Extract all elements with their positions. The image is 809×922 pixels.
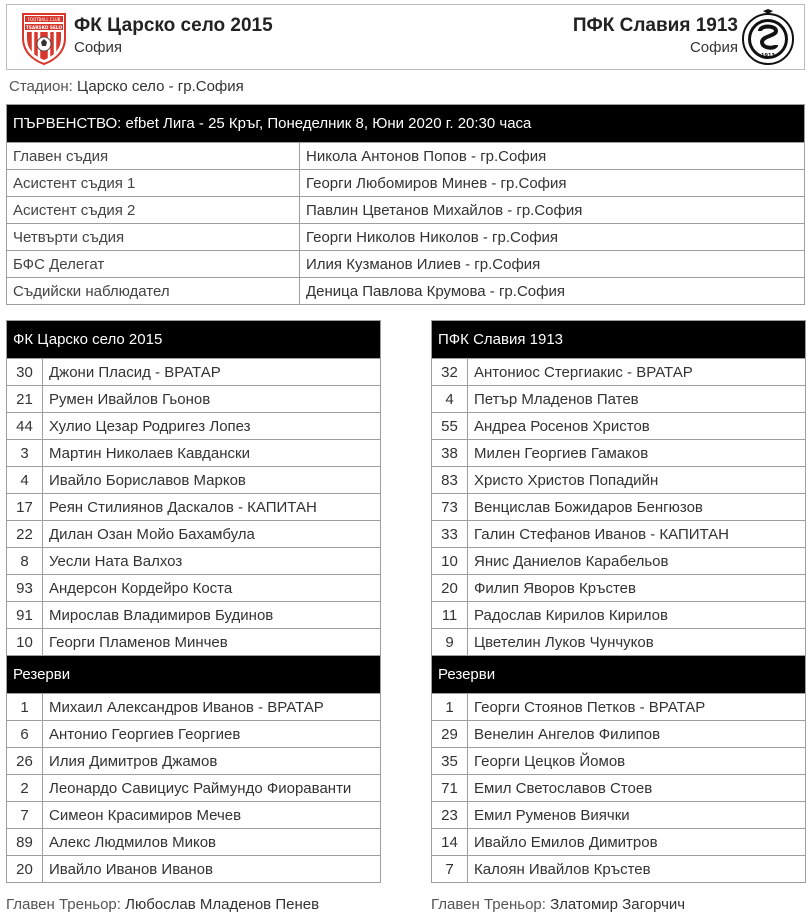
player-name: Антониос Стергиакис - ВРАТАР	[468, 359, 806, 386]
player-row	[432, 386, 806, 413]
home-lineup-header	[7, 321, 381, 359]
player-name: Георги Стоянов Петков - ВРАТАР	[468, 694, 806, 721]
official-name: Деница Павлова Крумова - гр.София	[300, 278, 805, 305]
player-number: 1	[432, 694, 468, 721]
player-row	[432, 440, 806, 467]
home-coach-name: Любослав Младенов Пенев	[125, 896, 320, 913]
svg-text:FOOTBALL CLUB: FOOTBALL CLUB	[27, 17, 61, 22]
away-coach-name: Златомир Загорчич	[550, 896, 686, 913]
competition-info: ПЪРВЕНСТВО: efbet Лига - 25 Кръг, Понеделник 8, Юни 2020 г. 20:30 часа	[7, 105, 805, 143]
home-starters	[7, 359, 381, 656]
player-row	[7, 386, 381, 413]
svg-text:TSARSKO SELO: TSARSKO SELO	[25, 26, 63, 31]
away-lineup-table	[431, 320, 806, 883]
player-row	[7, 694, 381, 721]
player-name: Ивайло Бориславов Марков	[43, 467, 381, 494]
player-number: 21	[7, 386, 43, 413]
player-number: 7	[7, 802, 43, 829]
player-row	[7, 440, 381, 467]
player-row	[432, 359, 806, 386]
home-team-city: София	[74, 39, 123, 56]
player-name: Ивайло Иванов Иванов	[43, 856, 381, 883]
player-row	[7, 575, 381, 602]
player-name: Георги Цецков Йомов	[468, 748, 806, 775]
player-row	[432, 521, 806, 548]
player-row	[432, 721, 806, 748]
official-name: Павлин Цветанов Михайлов - гр.София	[300, 197, 805, 224]
away-lineup-header	[432, 321, 806, 359]
player-name: Симеон Красимиров Мечев	[43, 802, 381, 829]
player-name: Джони Пласид - ВРАТАР	[43, 359, 381, 386]
player-number: 26	[7, 748, 43, 775]
player-row	[432, 575, 806, 602]
home-reserves-header	[7, 656, 381, 694]
player-name: Михаил Александров Иванов - ВРАТАР	[43, 694, 381, 721]
player-row	[7, 494, 381, 521]
player-number: 32	[432, 359, 468, 386]
home-reserves	[7, 694, 381, 883]
official-role: Асистент съдия 1	[7, 170, 300, 197]
player-name: Емил Руменов Виячки	[468, 802, 806, 829]
player-row	[7, 521, 381, 548]
player-name: Антонио Георгиев Георгиев	[43, 721, 381, 748]
official-name: Никола Антонов Попов - гр.София	[300, 143, 805, 170]
player-row	[432, 548, 806, 575]
away-reserves	[432, 694, 806, 883]
official-row	[7, 197, 805, 224]
player-row	[7, 748, 381, 775]
away-reserves-title: Резерви	[432, 656, 806, 694]
player-name: Венцислав Божидаров Бенгюзов	[468, 494, 806, 521]
player-number: 3	[7, 440, 43, 467]
official-role: Съдийски наблюдател	[7, 278, 300, 305]
match-header	[6, 4, 805, 70]
player-name: Андреа Росенов Христов	[468, 413, 806, 440]
player-number: 8	[7, 548, 43, 575]
player-name: Калоян Ивайлов Кръстев	[468, 856, 806, 883]
home-team-logo	[19, 10, 69, 66]
player-number: 10	[432, 548, 468, 575]
player-name: Милен Георгиев Гамаков	[468, 440, 806, 467]
player-row	[7, 829, 381, 856]
home-lineup-title: ФК Царско село 2015	[7, 321, 381, 359]
player-row	[432, 856, 806, 883]
player-name: Дилан Озан Мойо Бахамбула	[43, 521, 381, 548]
player-number: 4	[7, 467, 43, 494]
player-name: Хулио Цезар Родригез Лопез	[43, 413, 381, 440]
player-number: 91	[7, 602, 43, 629]
player-number: 93	[7, 575, 43, 602]
player-number: 29	[432, 721, 468, 748]
player-name: Христо Христов Попадийн	[468, 467, 806, 494]
player-row	[7, 721, 381, 748]
player-name: Радослав Кирилов Кирилов	[468, 602, 806, 629]
player-name: Уесли Ната Валхоз	[43, 548, 381, 575]
official-role: Асистент съдия 2	[7, 197, 300, 224]
player-row	[7, 602, 381, 629]
away-coach	[431, 896, 685, 913]
player-name: Георги Пламенов Минчев	[43, 629, 381, 656]
player-number: 23	[432, 802, 468, 829]
player-row	[432, 413, 806, 440]
player-number: 2	[7, 775, 43, 802]
player-row	[7, 359, 381, 386]
player-number: 55	[432, 413, 468, 440]
competition-row	[7, 105, 805, 143]
official-role: Главен съдия	[7, 143, 300, 170]
stadium-info	[9, 78, 244, 95]
home-lineup-table	[6, 320, 381, 883]
player-row	[7, 856, 381, 883]
player-name: Петър Младенов Патев	[468, 386, 806, 413]
home-reserves-title: Резерви	[7, 656, 381, 694]
player-name: Филип Яворов Кръстев	[468, 575, 806, 602]
player-row	[7, 467, 381, 494]
player-name: Емил Светославов Стоев	[468, 775, 806, 802]
player-row	[7, 802, 381, 829]
player-row	[7, 548, 381, 575]
home-team-name: ФК Царско село 2015	[74, 15, 273, 36]
player-number: 30	[7, 359, 43, 386]
player-number: 38	[432, 440, 468, 467]
away-team-city: София	[689, 39, 738, 56]
player-number: 11	[432, 602, 468, 629]
official-name: Георги Любомиров Минев - гр.София	[300, 170, 805, 197]
player-number: 89	[7, 829, 43, 856]
home-coach-label: Главен Треньор:	[6, 896, 121, 913]
player-name: Янис Даниелов Карабельов	[468, 548, 806, 575]
player-name: Мирослав Владимиров Будинов	[43, 602, 381, 629]
officials-table	[6, 104, 805, 305]
player-name: Венелин Ангелов Филипов	[468, 721, 806, 748]
player-row	[432, 467, 806, 494]
svg-text:1913: 1913	[761, 53, 775, 59]
official-role: Четвърти съдия	[7, 224, 300, 251]
player-number: 73	[432, 494, 468, 521]
player-number: 20	[7, 856, 43, 883]
player-number: 4	[432, 386, 468, 413]
player-name: Андерсон Кордейро Коста	[43, 575, 381, 602]
player-name: Галин Стефанов Иванов - КАПИТАН	[468, 521, 806, 548]
player-row	[432, 775, 806, 802]
player-name: Реян Стилиянов Даскалов - КАПИТАН	[43, 494, 381, 521]
official-row	[7, 251, 805, 278]
away-reserves-header	[432, 656, 806, 694]
player-row	[432, 748, 806, 775]
player-name: Цветелин Луков Чунчуков	[468, 629, 806, 656]
official-name: Илия Кузманов Илиев - гр.София	[300, 251, 805, 278]
player-name: Ивайло Емилов Димитров	[468, 829, 806, 856]
player-number: 33	[432, 521, 468, 548]
player-number: 10	[7, 629, 43, 656]
away-starters	[432, 359, 806, 656]
player-name: Леонардо Савициус Раймундо Фиораванти	[43, 775, 381, 802]
player-number: 35	[432, 748, 468, 775]
home-coach	[6, 896, 319, 913]
official-row	[7, 143, 805, 170]
player-row	[432, 494, 806, 521]
player-name: Румен Ивайлов Гьонов	[43, 386, 381, 413]
official-name: Георги Николов Николов - гр.София	[300, 224, 805, 251]
stadium-label: Стадион:	[9, 78, 73, 95]
official-row	[7, 278, 805, 305]
player-number: 22	[7, 521, 43, 548]
stadium-value: Царско село - гр.София	[76, 78, 244, 95]
player-row	[7, 413, 381, 440]
player-number: 7	[432, 856, 468, 883]
player-number: 83	[432, 467, 468, 494]
official-role: БФС Делегат	[7, 251, 300, 278]
player-row	[7, 629, 381, 656]
player-number: 6	[7, 721, 43, 748]
player-row	[432, 802, 806, 829]
away-team-name: ПФК Славия 1913	[572, 15, 738, 36]
player-row	[432, 629, 806, 656]
player-row	[432, 694, 806, 721]
player-number: 14	[432, 829, 468, 856]
player-number: 71	[432, 775, 468, 802]
official-row	[7, 224, 805, 251]
official-row	[7, 170, 805, 197]
player-row	[432, 829, 806, 856]
away-team-logo	[740, 9, 796, 67]
player-name: Илия Димитров Джамов	[43, 748, 381, 775]
player-number: 17	[7, 494, 43, 521]
player-row	[7, 775, 381, 802]
player-number: 20	[432, 575, 468, 602]
player-name: Алекс Людмилов Миков	[43, 829, 381, 856]
away-coach-label: Главен Треньор:	[431, 896, 546, 913]
player-number: 44	[7, 413, 43, 440]
player-name: Мартин Николаев Кавдански	[43, 440, 381, 467]
player-number: 9	[432, 629, 468, 656]
away-lineup-title: ПФК Славия 1913	[432, 321, 806, 359]
player-row	[432, 602, 806, 629]
player-number: 1	[7, 694, 43, 721]
